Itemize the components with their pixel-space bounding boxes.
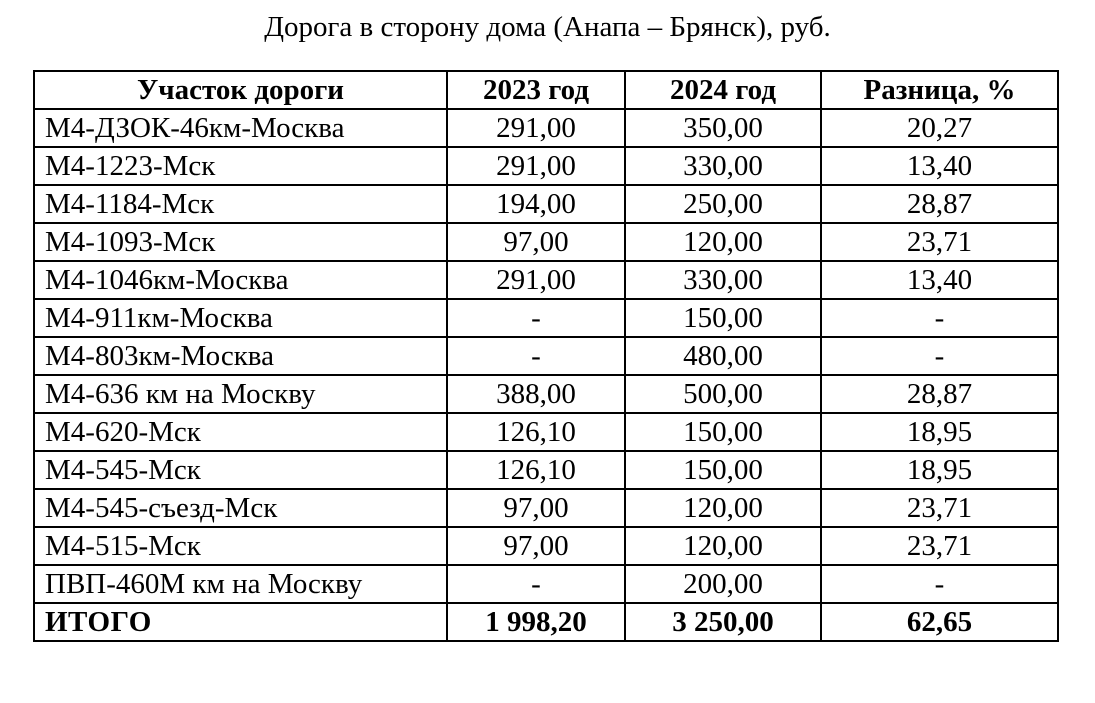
- cell-diff: 28,87: [821, 185, 1058, 223]
- table-row: [34, 261, 1058, 299]
- cell-diff: 18,95: [821, 413, 1058, 451]
- cell-section: М4-545-Мск: [34, 451, 447, 489]
- cell-diff: 13,40: [821, 261, 1058, 299]
- table-row: [34, 109, 1058, 147]
- cell-diff: 23,71: [821, 489, 1058, 527]
- cell-2024: 480,00: [625, 337, 821, 375]
- cell-diff: 28,87: [821, 375, 1058, 413]
- header-2023: 2023 год: [447, 71, 625, 109]
- cell-2024: 200,00: [625, 565, 821, 603]
- cell-2023: 388,00: [447, 375, 625, 413]
- cell-2024: 330,00: [625, 147, 821, 185]
- cell-2023: -: [447, 565, 625, 603]
- toll-cost-table: [33, 70, 1059, 642]
- cell-2023: 97,00: [447, 527, 625, 565]
- cell-diff: -: [821, 337, 1058, 375]
- table-row: [34, 565, 1058, 603]
- cell-2024: 150,00: [625, 413, 821, 451]
- cell-section: М4-ДЗОК-46км-Москва: [34, 109, 447, 147]
- header-2024: 2024 год: [625, 71, 821, 109]
- cell-2024: 150,00: [625, 299, 821, 337]
- table-row: [34, 299, 1058, 337]
- cell-diff: -: [821, 299, 1058, 337]
- cell-2024: 120,00: [625, 223, 821, 261]
- header-row: [34, 71, 1058, 109]
- cell-2024: 120,00: [625, 527, 821, 565]
- cell-section: М4-803км-Москва: [34, 337, 447, 375]
- table-row: [34, 375, 1058, 413]
- cell-section: М4-636 км на Москву: [34, 375, 447, 413]
- total-2024: 3 250,00: [625, 603, 821, 641]
- total-2023: 1 998,20: [447, 603, 625, 641]
- table-row: [34, 147, 1058, 185]
- cell-2023: 194,00: [447, 185, 625, 223]
- cell-section: ПВП-460М км на Москву: [34, 565, 447, 603]
- cell-2023: 126,10: [447, 451, 625, 489]
- cell-2023: 291,00: [447, 109, 625, 147]
- cell-2024: 500,00: [625, 375, 821, 413]
- cell-2023: 126,10: [447, 413, 625, 451]
- total-diff: 62,65: [821, 603, 1058, 641]
- cell-section: М4-1223-Мск: [34, 147, 447, 185]
- cell-2023: 291,00: [447, 261, 625, 299]
- cell-2024: 330,00: [625, 261, 821, 299]
- header-diff: Разница, %: [821, 71, 1058, 109]
- cell-2024: 150,00: [625, 451, 821, 489]
- cell-diff: 18,95: [821, 451, 1058, 489]
- table-row: [34, 413, 1058, 451]
- cell-2023: 97,00: [447, 489, 625, 527]
- cell-section: М4-545-съезд-Мск: [34, 489, 447, 527]
- table-row: [34, 223, 1058, 261]
- cell-diff: -: [821, 565, 1058, 603]
- cell-2023: 97,00: [447, 223, 625, 261]
- total-row: [34, 603, 1058, 641]
- table-row: [34, 489, 1058, 527]
- total-label: ИТОГО: [34, 603, 447, 641]
- cell-diff: 23,71: [821, 223, 1058, 261]
- table-row: [34, 527, 1058, 565]
- cell-2023: -: [447, 337, 625, 375]
- cell-section: М4-911км-Москва: [34, 299, 447, 337]
- table-row: [34, 185, 1058, 223]
- cell-2024: 350,00: [625, 109, 821, 147]
- table-row: [34, 451, 1058, 489]
- cell-2024: 120,00: [625, 489, 821, 527]
- cell-2023: 291,00: [447, 147, 625, 185]
- cell-section: М4-620-Мск: [34, 413, 447, 451]
- table-row: [34, 337, 1058, 375]
- cell-section: М4-1184-Мск: [34, 185, 447, 223]
- cell-section: М4-515-Мск: [34, 527, 447, 565]
- cell-section: М4-1046км-Москва: [34, 261, 447, 299]
- cell-diff: 13,40: [821, 147, 1058, 185]
- cell-section: М4-1093-Мск: [34, 223, 447, 261]
- cell-diff: 20,27: [821, 109, 1058, 147]
- header-section: Участок дороги: [34, 71, 447, 109]
- cell-diff: 23,71: [821, 527, 1058, 565]
- cell-2024: 250,00: [625, 185, 821, 223]
- page-title: Дорога в сторону дома (Анапа – Брянск), руб.: [264, 11, 831, 43]
- cell-2023: -: [447, 299, 625, 337]
